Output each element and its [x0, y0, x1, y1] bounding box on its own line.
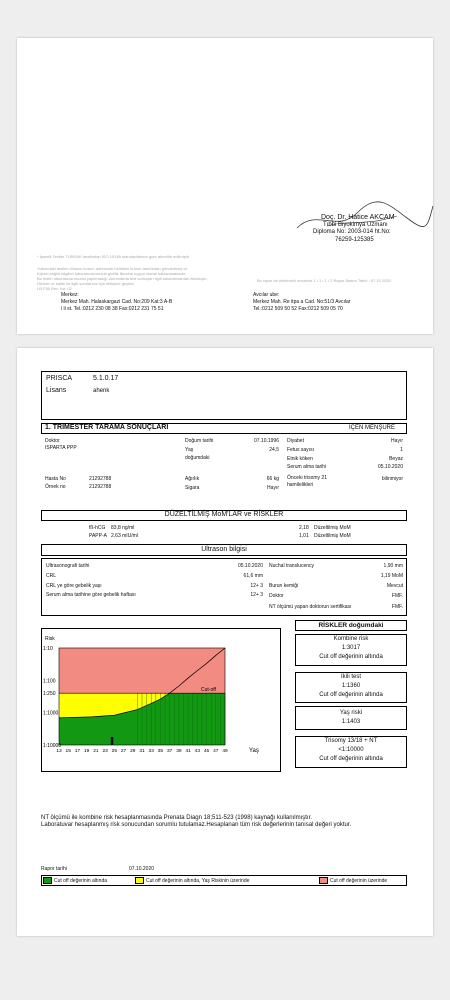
- branch-line2: Tel.:0212 509 50 52 Fax:0212 509 05 70: [253, 306, 343, 312]
- trisomy-value: bilinmiyor: [381, 476, 403, 482]
- risks-header: RİSKLER doğumdaki: [295, 620, 407, 631]
- signature-name: Doç. Dr. Hatice AKCAM: [321, 214, 395, 221]
- legend-red-swatch: [319, 877, 328, 884]
- mom-row-0-value: 83,8 ng/ml: [111, 525, 135, 531]
- chart-xtick-label: 19: [83, 749, 90, 754]
- chart-xtick-label: 41: [185, 749, 191, 754]
- ethnic-label: Etnik köken: [287, 456, 313, 462]
- chart-ylabel: Risk: [45, 636, 55, 642]
- chart-xtick-label: 49: [222, 749, 228, 754]
- us-right-3-value: FMF.: [391, 593, 403, 599]
- us-right-4-label: NT ölçümü yapan doktorun sertifikası: [269, 604, 352, 610]
- us-right-2-label: Burun kemiği: [269, 583, 299, 589]
- risk-box-trisomy: [295, 736, 407, 768]
- risk-box-double: [295, 672, 407, 703]
- us-left-1-value: 61,6 mm: [243, 573, 263, 579]
- mom-row-1-mom: 1,01: [299, 533, 309, 539]
- risk-double-value: 1:1360: [341, 683, 361, 689]
- us-right-0-label: Nuchal translucency: [269, 563, 315, 569]
- signature-diploma: Diploma No: 2003-014 ht.No:: [313, 229, 391, 235]
- doctor-label: Doktor: [45, 438, 60, 444]
- license-value: ahenk: [93, 388, 110, 394]
- signature-reg: 76259-125385: [335, 237, 374, 243]
- chart-xtick-label: 25: [111, 749, 118, 754]
- risk-double-title: İkili test: [340, 674, 361, 680]
- chart-xtick-label: 21: [93, 749, 99, 754]
- chart-ytick-label: 1:250: [43, 691, 56, 698]
- us-left-2-label: CRL ye göre gebelik yaşı: [46, 583, 102, 589]
- faint-line-4: Hizmet ve kalite ile ilgili sorularınız için iletişime geçiniz.: [37, 281, 136, 286]
- report-page-1: [17, 38, 433, 334]
- legend-yellow: [135, 877, 249, 884]
- us-right-2-value: Mevcut: [386, 583, 403, 589]
- ethnic-value: Beyaz: [389, 456, 403, 462]
- us-left-3-value: 12+ 3: [250, 592, 263, 598]
- mom-row-1-value: 2,63 mIU/ml: [111, 533, 138, 539]
- us-left-0-value: 05.10.2020: [237, 563, 263, 569]
- mom-row-0-mom: 2,18: [299, 525, 309, 531]
- report-date-value: 07.10.2020: [129, 866, 155, 872]
- risk-age-value: 1:1403: [341, 719, 361, 725]
- chart-ytick-label: 1:10: [43, 646, 53, 652]
- chart-xtick-label: 23: [102, 749, 108, 754]
- software-version: 5.1.0.17: [93, 375, 119, 382]
- smoke-label: Sigara: [185, 485, 200, 491]
- risk-combined-value: 1:3017: [341, 645, 361, 651]
- us-left-3-label: Serum alma tarihine göre gebelik haftası: [46, 592, 136, 598]
- legend-green: [43, 877, 107, 884]
- chart-xtick-label: 43: [194, 749, 201, 754]
- age-value: 24,5: [269, 447, 279, 453]
- weight-label: Ağırlık: [185, 476, 200, 482]
- faint-line-2: Kişisel sağlık bilgileri laboratuvarımızda gizlilik ilkesine uygun olarak saklanmaktadır.: [37, 271, 187, 276]
- birth-value: 07.10.1996: [253, 438, 279, 444]
- risk-trisomy-note: Cut off değerinin altında: [319, 756, 383, 762]
- chart-xtick-label: 17: [74, 749, 81, 754]
- birth-label: Doğum tarihi: [185, 438, 214, 444]
- fetus-value: 1: [400, 447, 403, 453]
- diabetes-label: Diyabet: [287, 438, 304, 444]
- center-line2: i li st. Tel.:0212 230 08 38 Fax:0212 231 75 51: [61, 306, 164, 312]
- hasta-no-value: 21292788: [89, 476, 112, 482]
- note-line-1: NT ölçümü ile kombine risk hesaplanmasında Prenata Diagn 18;511-523 (1998) kaynağı kullanılmıştır.: [41, 815, 312, 821]
- risk-double-note: Cut off değerinin altında: [319, 692, 383, 698]
- chart-xtick-label: 47: [213, 749, 219, 754]
- patient-age-marker: [111, 737, 113, 745]
- faint-line-0: * İşaretli Testler TÜRKAK tarafından ISO 15189 standardlarına göre akredite edilmiştir.: [37, 254, 190, 259]
- ornek-no-label: Örnek no: [45, 484, 66, 490]
- weight-value: 66 kg: [266, 476, 279, 482]
- chart-xtick-label: 45: [203, 749, 210, 754]
- ultrasound-title: Ultrason bilgisi: [201, 546, 247, 553]
- ornek-no-value: 21292788: [89, 484, 112, 490]
- mom-row-0-label: Düzeltilmiş MoM: [314, 525, 351, 531]
- legend-green-label: Cut off değerinin altında: [54, 877, 108, 884]
- chart-ytick-label: 1:10000: [43, 743, 62, 749]
- chart-xtick-label: 29: [130, 749, 136, 754]
- chart-xlabel: Yaş: [249, 748, 259, 754]
- doctor-value: ISPARTA PPP: [45, 445, 77, 451]
- center-label: Merkez:: [61, 292, 79, 298]
- chart-xtick-label: 37: [166, 749, 173, 754]
- faint-right: Bu rapor bir elektronik imzalıdır 1 / 1 / 1 / 2 Rapor Basım Tarihi : 07.10.2020: [257, 278, 391, 283]
- diabetes-value: Hayır: [391, 438, 403, 444]
- chart-ytick-label: 1:100: [43, 678, 56, 685]
- us-right-4-value: FMF.: [391, 604, 403, 610]
- report-date-label: Rapor tarihi: [41, 866, 67, 872]
- risk-combined-note: Cut off değerinin altında: [319, 654, 383, 660]
- patient-name: İÇEN MENŞURE: [349, 425, 396, 431]
- legend-yellow-swatch: [135, 877, 144, 884]
- trisomy-label-2: hamilelikleri: [287, 482, 314, 488]
- branch-line1: Merkez Mah. Re itpa a Cad. No:51/3 Avcılar: [253, 299, 351, 305]
- age-label-2: doğumdaki: [185, 455, 210, 461]
- trisomy-label-1: Önceki trisomy 21: [287, 475, 328, 481]
- legend-yellow-label: Cut off değerinin altında, Yaş Riskinin üzerinde: [146, 877, 250, 884]
- legend-green-swatch: [43, 877, 52, 884]
- signature-unit: Tıbbi Biyokimya Uzmanı: [323, 222, 388, 228]
- chart-cutoff-label: Cut-off: [201, 687, 216, 694]
- us-left-2-value: 12+ 3: [250, 583, 263, 589]
- faint-line-1: Yukarıdaki testleri cihazın kurum adresinde belirtilen kurum tarafından gönderilmiş ve: [37, 266, 188, 271]
- trimester-title: 1. TRIMESTER TARAMA SONUÇLARI: [45, 424, 169, 431]
- report-page-2: [17, 348, 433, 936]
- smoke-value: Hayır: [267, 485, 279, 491]
- chart-ytick-label: 1:1000: [43, 710, 59, 717]
- chart-xtick-label: 33: [148, 749, 154, 754]
- mom-row-0-name: fß-hCG: [89, 525, 106, 531]
- serum-value: 05.10.2020: [377, 464, 403, 470]
- risk-age-title: Yaş riski: [339, 710, 363, 716]
- license-label: Lisans: [46, 387, 67, 394]
- faint-line-3: Bu testin laboratuvarımızda yapılmadığı durumlarda test sonuçları ilgili laboratuvardan alınmıştır.: [37, 276, 208, 281]
- mom-row-1-name: PAPP-A: [89, 533, 107, 539]
- mom-row-1-label: Düzeltilmiş MoM: [314, 533, 351, 539]
- chart-xtick-label: 35: [157, 749, 164, 754]
- risk-trisomy-title: Trisomy 13/18 + NT: [324, 738, 378, 744]
- age-label: Yaş: [185, 447, 194, 453]
- us-right-1-value: 1,19 MoM: [380, 573, 403, 579]
- hasta-no-label: Hasta No: [45, 476, 66, 482]
- risk-box-combined: [295, 634, 407, 666]
- us-right-0-value: 1,90 mm: [383, 563, 403, 569]
- risk-trisomy-value: <1:10000: [338, 747, 364, 753]
- legend-red: [319, 877, 387, 884]
- us-left-1-label: CRL: [46, 573, 57, 579]
- branch-label: Avcılar ube:: [253, 292, 280, 298]
- software-name: PRISCA: [46, 375, 73, 382]
- legend-red-label: Cut off değerinin üzerinde: [330, 877, 388, 884]
- serum-label: Serum alma tarihi: [287, 464, 327, 470]
- fetus-label: Fetus sayısı: [287, 447, 314, 453]
- center-line1: Merkez Mah. Halaskargazi Cad. No:209 Kat:3 A-B: [61, 299, 173, 305]
- us-left-0-label: Ultrasonografi tarihi: [46, 563, 90, 569]
- mom-title: DÜZELTİLMİŞ MoM'LAR ve RİSKLER: [164, 511, 284, 518]
- risk-box-age: [295, 706, 407, 730]
- us-right-3-label: Doktor: [269, 593, 284, 599]
- chart-xtick-label: 15: [65, 749, 71, 754]
- chart-xtick-label: 27: [120, 749, 127, 754]
- chart-xtick-label: 31: [139, 749, 145, 754]
- chart-xtick-label: 13: [56, 749, 62, 754]
- risk-chart: [41, 628, 281, 772]
- chart-xtick-label: 39: [176, 749, 182, 754]
- faint-line-5: LB.F56 Rev. No: 02: [37, 286, 72, 291]
- note-line-2: Laboratuvar hesaplanmış risk sonucundan sorumlu tutulamaz.Hesaplanan tüm risk değerlerinin tanısal değeri yoktur.: [41, 822, 352, 828]
- risk-combined-title: Kombine risk: [333, 636, 369, 642]
